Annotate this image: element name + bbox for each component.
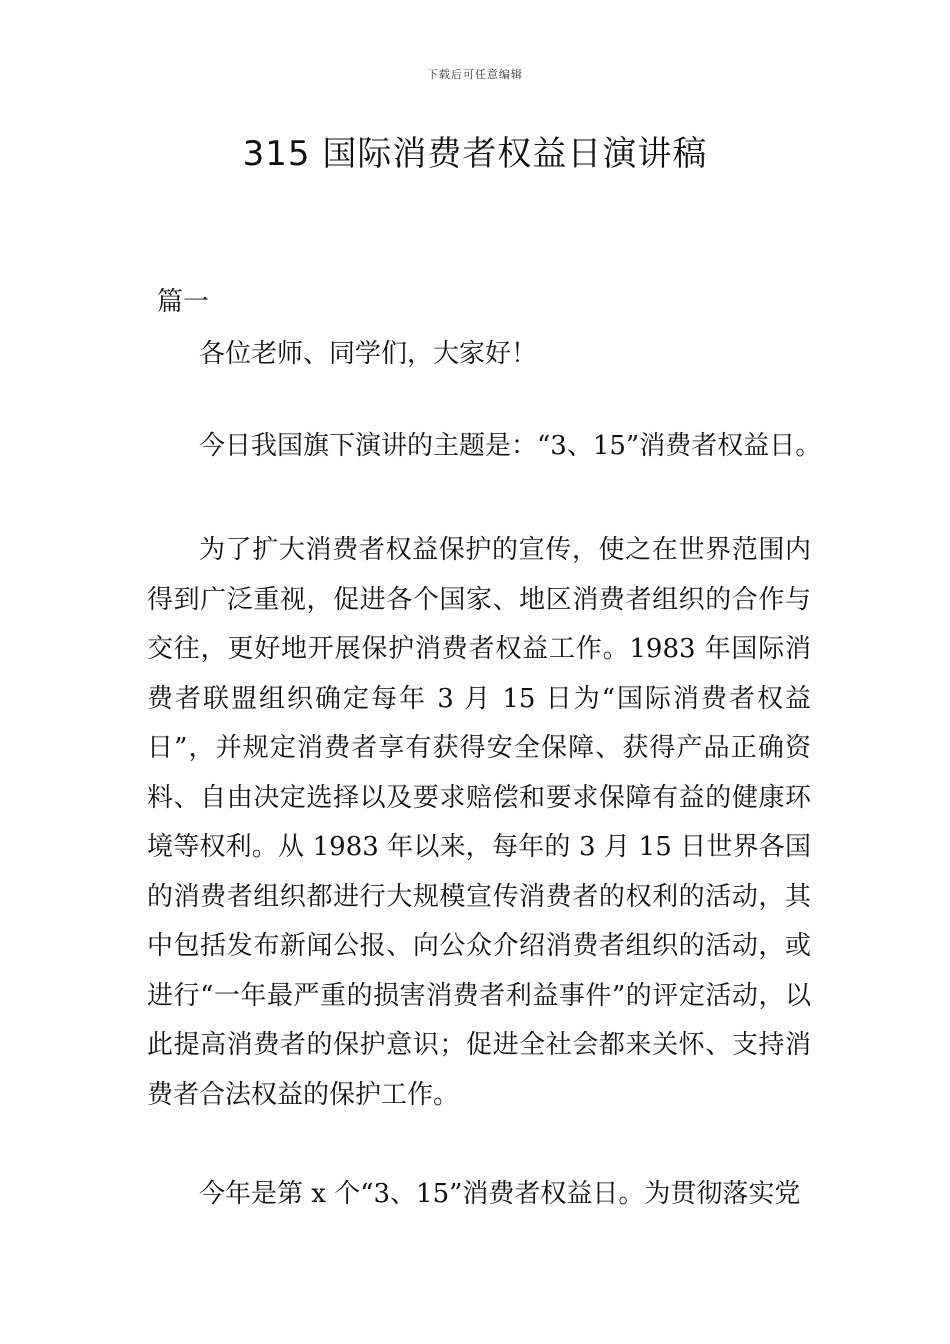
header-note: 下载后可任意编辑 xyxy=(427,68,523,81)
main-paragraph: 为了扩大消费者权益保护的宣传，使之在世界范围内得到广泛重视，促进各个国家、地区消费者组织的合作与交往，更好地开展保护消费者权益工作。1983 年国际消费者联盟组织确定每年 3 月 15 日为“国际消费者权益日”，并规定消费者享有获得安全保障、获得产品正确资料、自由决定选择以及要求赔偿和要求保障有益的健康环境等权利。从 1983 年以来，每年的 3 月 15 日世界各国的消费者组织都进行大规模宣传消费者的权利的活动，其中包括发布新闻公报、向公众介绍消费者组织的活动，或进行“一年最严重的损害消费者利益事件”的评定活动，以此提高消费者的保护意识；促进全社会都来关怀、支持消费者合法权益的保护工作。 xyxy=(147,535,811,1110)
document-title: 315 国际消费者权益日演讲稿 xyxy=(242,134,708,174)
theme-paragraph: 今日我国旗下演讲的主题是：“3、15”消费者权益日。 xyxy=(199,431,822,461)
section-label: 篇一 xyxy=(157,287,210,317)
this-year-paragraph: 今年是第 x 个“3、15”消费者权益日。为贯彻落实党 xyxy=(199,1179,801,1209)
greeting-paragraph: 各位老师、同学们，大家好！ xyxy=(199,339,538,369)
